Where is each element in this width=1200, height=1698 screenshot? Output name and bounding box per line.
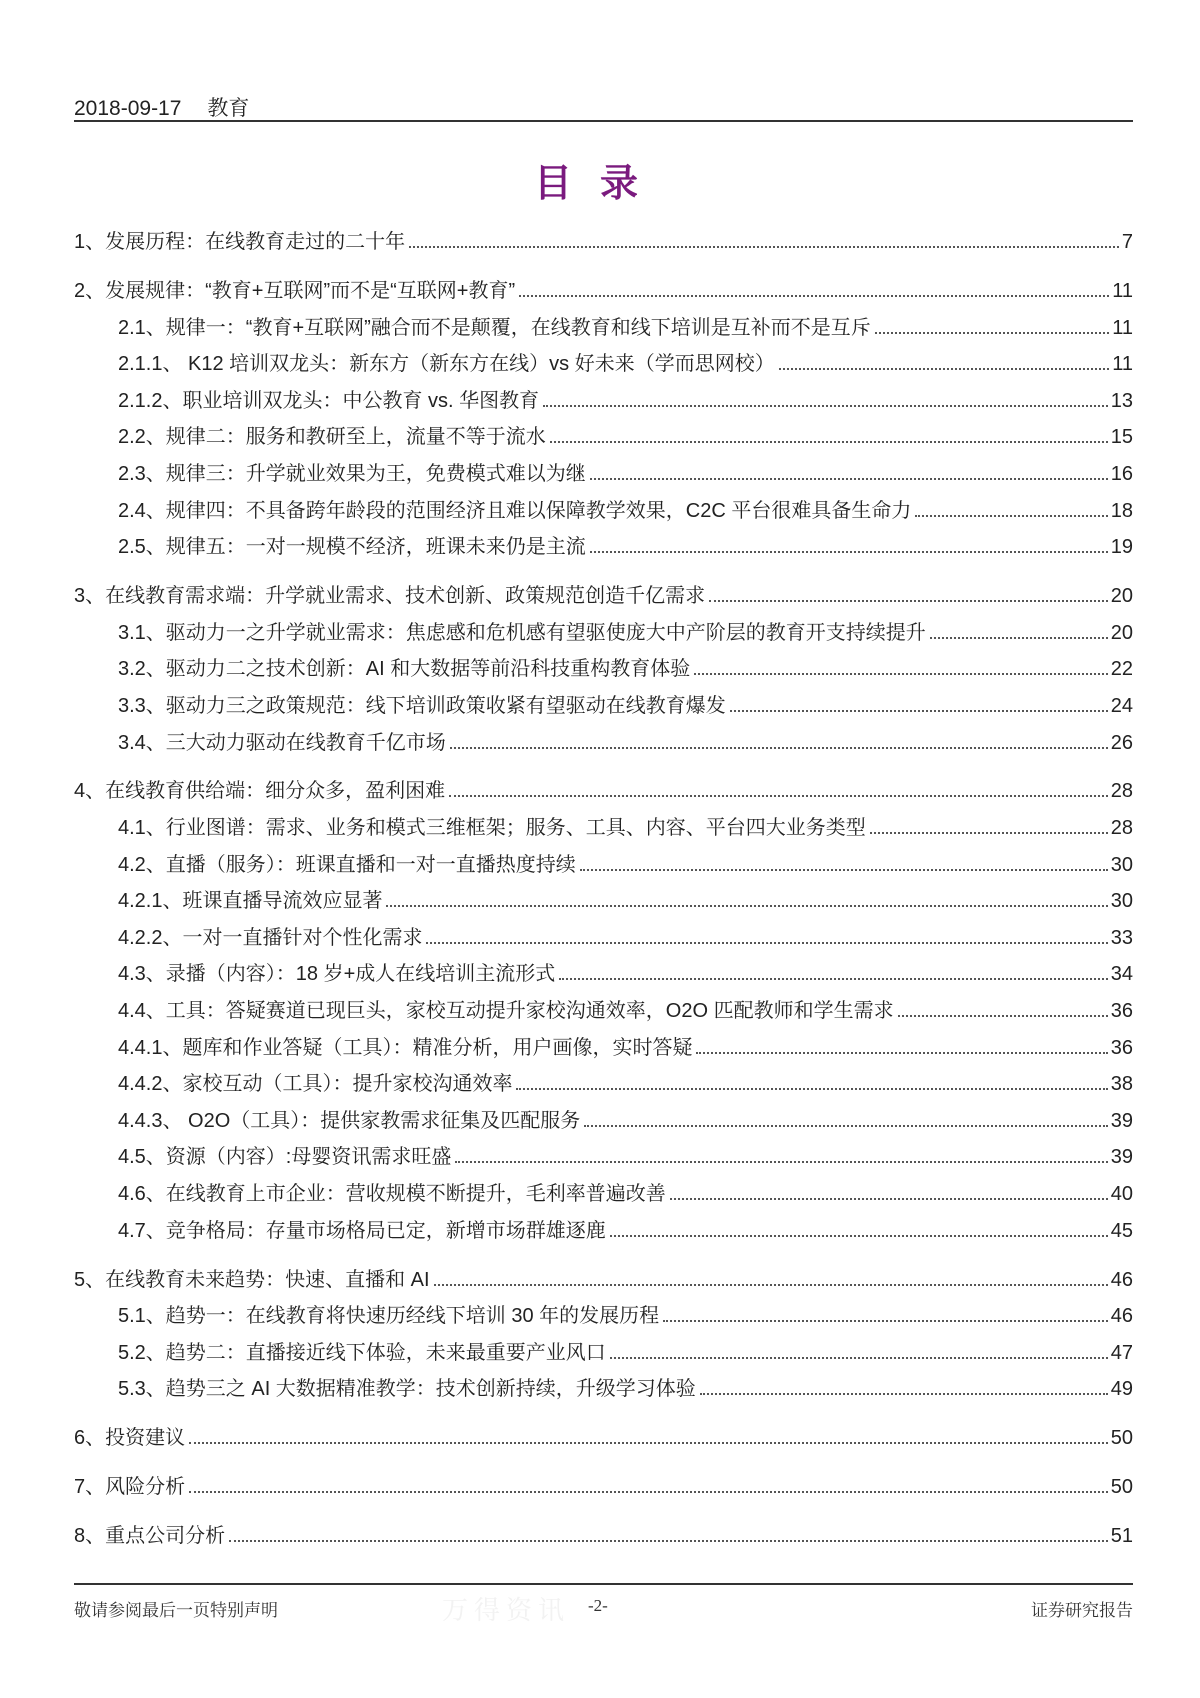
dot-leader bbox=[700, 1393, 1108, 1395]
toc-entry[interactable] bbox=[74, 1213, 1133, 1250]
toc-entry-title[interactable]: 4.2.1、班课直播导流效应显著 bbox=[118, 890, 383, 913]
toc-entry[interactable] bbox=[74, 273, 1133, 310]
toc-entry-page: 33 bbox=[1110, 926, 1133, 949]
toc-entry[interactable] bbox=[74, 1030, 1133, 1067]
dot-leader bbox=[670, 1198, 1108, 1200]
toc-entry-page: 46 bbox=[1110, 1305, 1133, 1328]
table-of-contents bbox=[74, 224, 1133, 1555]
toc-entry[interactable] bbox=[74, 1262, 1133, 1299]
toc-entry-page: 36 bbox=[1110, 1036, 1133, 1059]
toc-entry-title[interactable]: 4.4.1、题库和作业答疑（工具）：精准分析，用户画像，实时答疑 bbox=[118, 1036, 693, 1059]
toc-entry-title[interactable]: 2.4、规律四：不具备跨年龄段的范围经济且难以保障教学效果，C2C 平台很难具备生命力 bbox=[118, 499, 912, 522]
toc-entry[interactable] bbox=[74, 456, 1133, 493]
toc-entry[interactable] bbox=[74, 1103, 1133, 1140]
toc-entry-page: 47 bbox=[1110, 1341, 1133, 1364]
dot-leader bbox=[779, 368, 1109, 370]
toc-entry[interactable] bbox=[74, 1176, 1133, 1213]
dot-leader bbox=[229, 1540, 1108, 1542]
header-divider bbox=[74, 120, 1133, 122]
dot-leader bbox=[434, 1284, 1108, 1286]
toc-entry[interactable] bbox=[74, 847, 1133, 884]
toc-entry[interactable] bbox=[74, 310, 1133, 347]
toc-entry-page: 38 bbox=[1110, 1073, 1133, 1096]
toc-entry-title[interactable]: 4.7、竞争格局：存量市场格局已定，新增市场群雄逐鹿 bbox=[118, 1219, 606, 1242]
toc-entry[interactable] bbox=[74, 1518, 1133, 1555]
toc-entry[interactable] bbox=[74, 810, 1133, 847]
dot-leader bbox=[519, 295, 1109, 297]
toc-entry[interactable] bbox=[74, 493, 1133, 530]
dot-leader bbox=[709, 600, 1108, 602]
toc-entry-title[interactable]: 4.4.2、家校互动（工具）：提升家校沟通效率 bbox=[118, 1073, 513, 1096]
toc-entry-title[interactable]: 5、在线教育未来趋势：快速、直播和 AI bbox=[74, 1268, 430, 1291]
toc-entry[interactable] bbox=[74, 1469, 1133, 1506]
header-category: 教育 bbox=[207, 97, 250, 120]
footer-disclaimer: 敬请参阅最后一页特别声明 bbox=[74, 1601, 278, 1620]
toc-entry-title[interactable]: 6、投资建议 bbox=[74, 1427, 186, 1450]
toc-entry-page: 49 bbox=[1110, 1378, 1133, 1401]
toc-entry-page: 20 bbox=[1110, 585, 1133, 608]
toc-entry-page: 19 bbox=[1110, 536, 1133, 559]
page-number: -2- bbox=[588, 1596, 608, 1615]
toc-entry-title[interactable]: 2.3、规律三：升学就业效果为王，免费模式难以为继 bbox=[118, 462, 586, 485]
dot-leader bbox=[550, 441, 1108, 443]
dot-leader bbox=[450, 747, 1108, 749]
toc-entry-page: 30 bbox=[1110, 890, 1133, 913]
dot-leader bbox=[915, 515, 1107, 517]
toc-entry[interactable] bbox=[74, 773, 1133, 810]
footer-report-type: 证券研究报告 bbox=[1031, 1601, 1133, 1620]
dot-leader bbox=[189, 1491, 1108, 1493]
toc-entry[interactable] bbox=[74, 615, 1133, 652]
toc-entry-page: 50 bbox=[1110, 1427, 1133, 1450]
toc-entry-title[interactable]: 2.1、规律一：“教育+互联网”融合而不是颠覆，在线教育和线下培训是互补而不是互斥 bbox=[118, 316, 871, 339]
toc-entry-page: 22 bbox=[1110, 658, 1133, 681]
header-date: 2018-09-17 bbox=[74, 97, 182, 120]
toc-entry[interactable] bbox=[74, 383, 1133, 420]
dot-leader bbox=[610, 1235, 1108, 1237]
toc-entry-page: 39 bbox=[1110, 1109, 1133, 1132]
toc-entry[interactable] bbox=[74, 1139, 1133, 1176]
dot-leader bbox=[590, 551, 1108, 553]
toc-entry-title[interactable]: 7、风险分析 bbox=[74, 1476, 186, 1499]
toc-entry-title[interactable]: 3.4、三大动力驱动在线教育千亿市场 bbox=[118, 731, 446, 754]
dot-leader bbox=[870, 832, 1108, 834]
toc-entry-title[interactable]: 1、发展历程：在线教育走过的二十年 bbox=[74, 231, 406, 253]
toc-entry-title[interactable]: 4、在线教育供给端：细分众多，盈利困难 bbox=[74, 780, 446, 803]
toc-entry-title[interactable]: 4.2.2、一对一直播针对个性化需求 bbox=[118, 926, 423, 949]
toc-entry-title[interactable]: 5.1、趋势一：在线教育将快速历经线下培训 30 年的发展历程 bbox=[118, 1305, 660, 1328]
toc-entry[interactable] bbox=[74, 1066, 1133, 1103]
toc-entry-page: 18 bbox=[1110, 499, 1133, 522]
dot-leader bbox=[409, 246, 1119, 248]
dot-leader bbox=[730, 710, 1108, 712]
toc-entry[interactable] bbox=[74, 529, 1133, 566]
toc-entry[interactable] bbox=[74, 346, 1133, 383]
toc-entry-page: 7 bbox=[1121, 231, 1133, 253]
toc-entry[interactable] bbox=[74, 688, 1133, 725]
toc-entry-page: 39 bbox=[1110, 1146, 1133, 1169]
toc-entry-page: 16 bbox=[1110, 462, 1133, 485]
toc-entry-title[interactable]: 4.1、行业图谱：需求、业务和模式三维框架；服务、工具、内容、平台四大业务类型 bbox=[118, 817, 866, 840]
dot-leader bbox=[590, 478, 1108, 480]
dot-leader bbox=[189, 1442, 1108, 1444]
toc-entry[interactable] bbox=[74, 993, 1133, 1030]
toc-entry[interactable] bbox=[74, 1335, 1133, 1372]
toc-entry-page: 11 bbox=[1112, 316, 1133, 339]
toc-entry[interactable] bbox=[74, 1371, 1133, 1408]
footer-divider bbox=[74, 1583, 1133, 1585]
toc-entry-page: 24 bbox=[1110, 694, 1133, 717]
toc-entry-title[interactable]: 3.2、驱动力二之技术创新：AI 和大数据等前沿科技重构教育体验 bbox=[118, 658, 691, 681]
page-header bbox=[74, 92, 275, 122]
toc-entry-page: 20 bbox=[1110, 621, 1133, 644]
dot-leader bbox=[426, 942, 1107, 944]
toc-entry-title[interactable]: 4.3、录播（内容）：18 岁+成人在线培训主流形式 bbox=[118, 963, 556, 986]
toc-entry-title[interactable]: 4.2、直播（服务）：班课直播和一对一直播热度持续 bbox=[118, 853, 576, 876]
toc-entry-page: 13 bbox=[1110, 389, 1133, 412]
dot-leader bbox=[875, 332, 1109, 334]
toc-entry[interactable] bbox=[74, 578, 1133, 615]
toc-entry-title[interactable]: 4.4、工具：答疑赛道已现巨头，家校互动提升家校沟通效率，O2O 匹配教师和学生需求 bbox=[118, 1000, 894, 1023]
dot-leader bbox=[696, 1052, 1107, 1054]
toc-entry-title[interactable]: 3.3、驱动力三之政策规范：线下培训政策收紧有望驱动在线教育爆发 bbox=[118, 694, 726, 717]
toc-entry-page: 11 bbox=[1112, 279, 1133, 302]
dot-leader bbox=[455, 1161, 1107, 1163]
dot-leader bbox=[543, 405, 1108, 407]
toc-entry-title[interactable]: 2.1.2、职业培训双龙头：中公教育 vs. 华图教育 bbox=[118, 389, 540, 412]
toc-entry[interactable] bbox=[74, 224, 1133, 261]
toc-entry-title[interactable]: 2、发展规律：“教育+互联网”而不是“互联网+教育” bbox=[74, 279, 516, 302]
toc-entry-page: 34 bbox=[1110, 963, 1133, 986]
toc-entry[interactable] bbox=[74, 651, 1133, 688]
dot-leader bbox=[559, 978, 1107, 980]
watermark: 万得资讯 bbox=[442, 1596, 571, 1626]
dot-leader bbox=[930, 637, 1108, 639]
dot-leader bbox=[516, 1088, 1107, 1090]
toc-entry-page: 28 bbox=[1110, 817, 1133, 840]
toc-entry-title[interactable]: 5.3、趋势三之 AI 大数据精准教学：技术创新持续，升级学习体验 bbox=[118, 1378, 696, 1401]
toc-entry-page: 45 bbox=[1110, 1219, 1133, 1242]
toc-entry-page: 51 bbox=[1110, 1525, 1133, 1548]
dot-leader bbox=[694, 673, 1107, 675]
toc-entry[interactable] bbox=[74, 1420, 1133, 1457]
toc-entry-title[interactable]: 3.1、驱动力一之升学就业需求：焦虑感和危机感有望驱使庞大中产阶层的教育开支持续提升 bbox=[118, 621, 926, 644]
dot-leader bbox=[449, 795, 1108, 797]
toc-entry[interactable] bbox=[74, 725, 1133, 762]
toc-entry-page: 36 bbox=[1110, 1000, 1133, 1023]
dot-leader bbox=[584, 1125, 1107, 1127]
toc-entry[interactable] bbox=[74, 883, 1133, 920]
toc-entry-page: 50 bbox=[1110, 1476, 1133, 1499]
toc-entry-title[interactable]: 2.1.1、 K12 培训双龙头：新东方（新东方在线）vs 好未来（学而思网校） bbox=[118, 353, 775, 376]
toc-entry-page: 11 bbox=[1112, 353, 1133, 376]
toc-entry-title[interactable]: 2.2、规律二：服务和教研至上，流量不等于流水 bbox=[118, 426, 546, 449]
dot-leader bbox=[663, 1320, 1108, 1322]
toc-entry-page: 30 bbox=[1110, 853, 1133, 876]
toc-entry-page: 26 bbox=[1110, 731, 1133, 754]
page-title: 目录 bbox=[533, 160, 666, 205]
toc-entry-title[interactable]: 8、重点公司分析 bbox=[74, 1525, 226, 1548]
toc-entry-title[interactable]: 4.4.3、 O2O（工具）：提供家教需求征集及匹配服务 bbox=[118, 1109, 581, 1132]
dot-leader bbox=[610, 1357, 1108, 1359]
toc-entry-title[interactable]: 2.5、规律五：一对一规模不经济，班课未来仍是主流 bbox=[118, 536, 586, 559]
toc-entry[interactable] bbox=[74, 956, 1133, 993]
toc-entry-page: 15 bbox=[1110, 426, 1133, 449]
toc-entry-title[interactable]: 4.6、在线教育上市企业：营收规模不断提升，毛利率普遍改善 bbox=[118, 1183, 666, 1206]
toc-entry-page: 28 bbox=[1110, 780, 1133, 803]
dot-leader bbox=[386, 905, 1107, 907]
toc-entry[interactable] bbox=[74, 920, 1133, 957]
toc-entry[interactable] bbox=[74, 419, 1133, 456]
toc-entry-page: 46 bbox=[1110, 1268, 1133, 1291]
toc-entry-title[interactable]: 3、在线教育需求端：升学就业需求、技术创新、政策规范创造千亿需求 bbox=[74, 585, 706, 608]
toc-entry-title[interactable]: 5.2、趋势二：直播接近线下体验，未来最重要产业风口 bbox=[118, 1341, 606, 1364]
dot-leader bbox=[580, 869, 1108, 871]
toc-entry-page: 40 bbox=[1110, 1183, 1133, 1206]
dot-leader bbox=[898, 1015, 1108, 1017]
toc-entry[interactable] bbox=[74, 1298, 1133, 1335]
toc-entry-title[interactable]: 4.5、资源（内容）:母婴资讯需求旺盛 bbox=[118, 1146, 452, 1169]
